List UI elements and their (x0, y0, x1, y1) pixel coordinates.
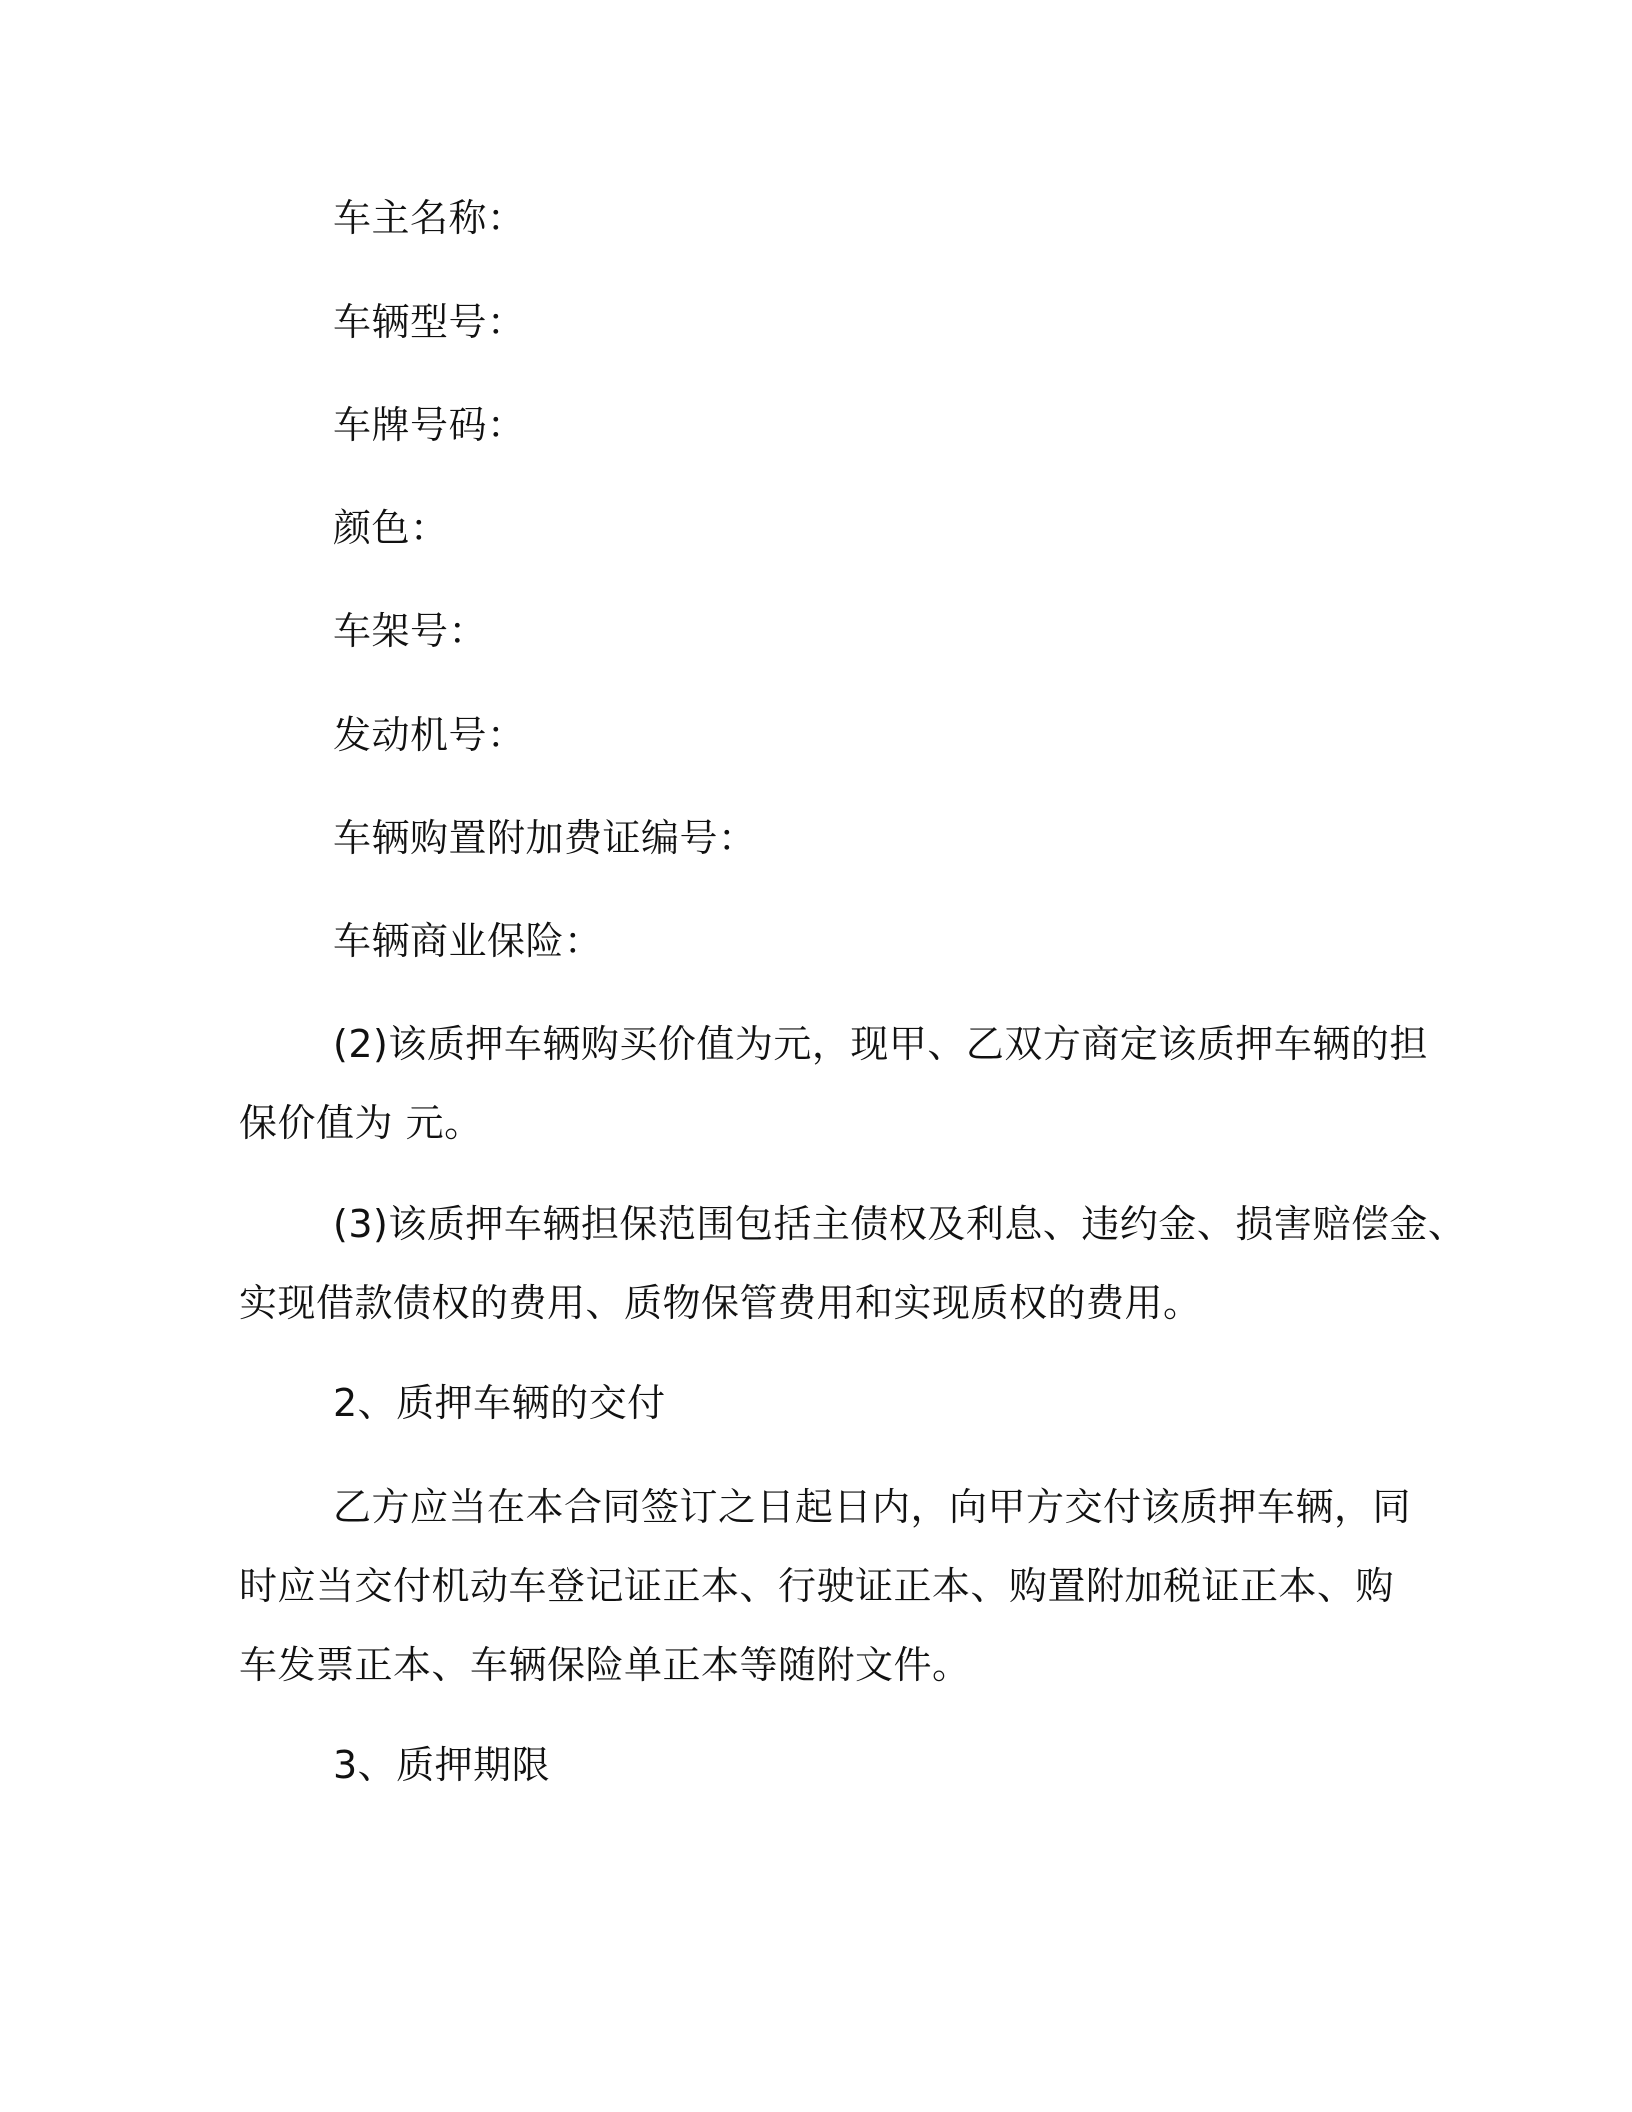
para-3-line-1: (3)该质押车辆担保范围包括主债权及利息、违约金、损害赔偿金、 (333, 1202, 1467, 1246)
field-purchase-fee-certificate: 车辆购置附加费证编号： (333, 816, 757, 860)
field-commercial-insurance: 车辆商业保险： (333, 919, 603, 963)
para-3-line-2: 实现借款债权的费用、质物保管费用和实现质权的费用。 (239, 1281, 1202, 1325)
section-2-heading: 2、质押车辆的交付 (333, 1381, 666, 1425)
delivery-line-3: 车发票正本、车辆保险单正本等随附文件。 (239, 1643, 971, 1687)
field-plate-number: 车牌号码： (333, 403, 526, 447)
field-engine-number: 发动机号： (333, 713, 526, 757)
delivery-line-1: 乙方应当在本合同签订之日起日内，向甲方交付该质押车辆，同 (333, 1485, 1412, 1529)
field-vehicle-model: 车辆型号： (333, 300, 526, 344)
delivery-line-2: 时应当交付机动车登记证正本、行驶证正本、购置附加税证正本、购 (239, 1564, 1395, 1608)
field-owner-name: 车主名称： (333, 196, 526, 240)
field-color: 颜色： (333, 506, 449, 550)
para-2-line-1: (2)该质押车辆购买价值为元，现甲、乙双方商定该质押车辆的担 (333, 1022, 1428, 1066)
section-3-heading: 3、质押期限 (333, 1743, 551, 1787)
para-2-line-2: 保价值为 元。 (239, 1101, 483, 1145)
field-frame-number: 车架号： (333, 609, 488, 653)
